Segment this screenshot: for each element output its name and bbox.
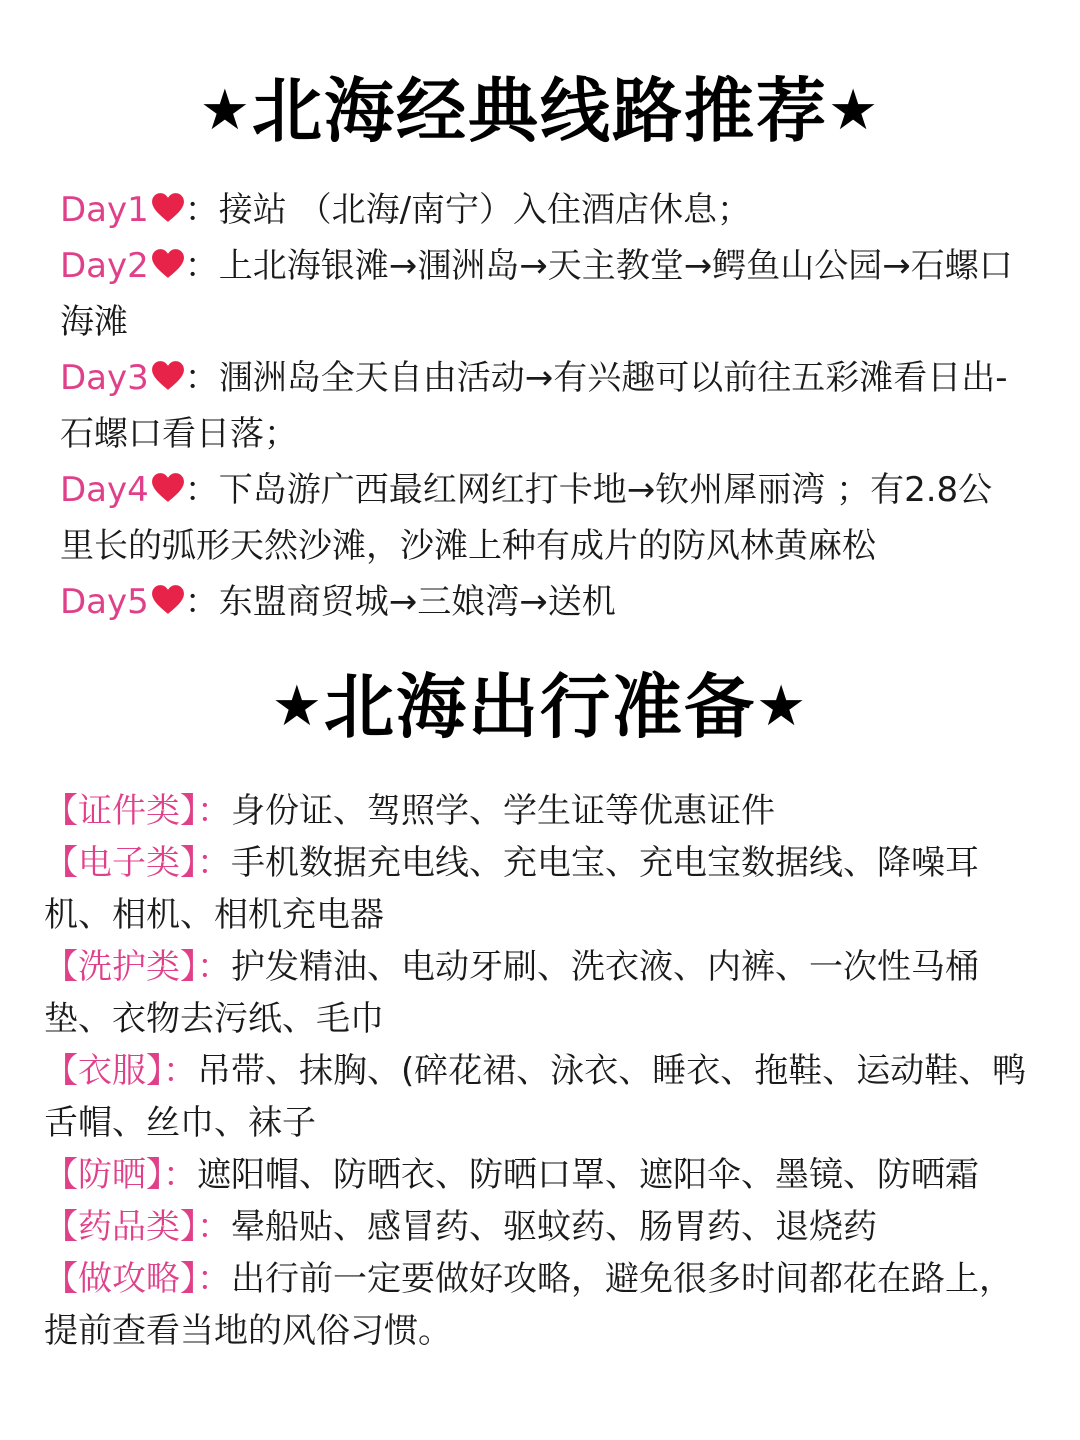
day-item [60, 574, 1020, 630]
star-icon: ★ [756, 674, 809, 739]
star-icon: ★ [199, 78, 252, 143]
prep-category: 【洗护类】： [44, 947, 231, 987]
heart-icon [151, 359, 185, 393]
heart-icon [151, 191, 185, 225]
prep-item [44, 1045, 1034, 1149]
day-item [60, 182, 1020, 238]
heart-icon [151, 471, 185, 505]
star-icon: ★ [828, 78, 881, 143]
prep-category: 【电子类】： [44, 843, 231, 883]
prep-item [44, 837, 1034, 941]
day-label: Day2 [60, 246, 149, 286]
prep-text: 出行前一定要做好攻略，避免很多时间都花在路上，提前查看当地的风俗习惯。 [44, 1259, 1013, 1351]
prep-title [0, 662, 1080, 752]
day-item [60, 350, 1020, 462]
prep-category: 【衣服】： [44, 1051, 197, 1091]
day-label: Day4 [60, 470, 149, 510]
prep-text: 吊带、抹胸、(碎花裙、泳衣、睡衣、拖鞋、运动鞋、鸭舌帽、丝巾、袜子 [44, 1051, 1027, 1143]
prep-category: 【做攻略】： [44, 1259, 231, 1299]
heart-icon [151, 247, 185, 281]
prep-category: 【防晒】： [44, 1155, 197, 1195]
star-icon: ★ [271, 674, 324, 739]
prep-item [44, 785, 1034, 837]
prep-text: 身份证、驾照学、学生证等优惠证件 [231, 791, 775, 831]
day-text: 上北海银滩→涠洲岛→天主教堂→鳄鱼山公园→石螺口海滩 [60, 246, 1013, 342]
prep-title-text: 北海出行准备 [324, 666, 756, 748]
prep-category: 【药品类】： [44, 1207, 231, 1247]
prep-text: 护发精油、电动牙刷、洗衣液、内裤、一次性马桶垫、衣物去污纸、毛巾 [44, 947, 979, 1039]
day-label: Day5 [60, 582, 149, 622]
day-item [60, 238, 1020, 350]
day-label: Day1 [60, 190, 149, 230]
day-separator: ： [184, 246, 219, 286]
day-text: 涠洲岛全天自由活动→有兴趣可以前往五彩滩看日出-石螺口看日落； [60, 358, 1008, 454]
prep-list [44, 785, 1034, 1357]
prep-item [44, 1253, 1034, 1357]
day-item [60, 462, 1020, 574]
prep-text: 手机数据充电线、充电宝、充电宝数据线、降噪耳机、相机、相机充电器 [44, 843, 979, 935]
day-text: 接站 （北海/南宁）入住酒店休息； [218, 190, 752, 230]
day-separator: ： [184, 582, 219, 622]
day-label: Day3 [60, 358, 149, 398]
route-list [60, 182, 1020, 630]
heart-icon [151, 583, 185, 617]
prep-item [44, 1201, 1034, 1253]
day-separator: ： [184, 358, 219, 398]
prep-category: 【证件类】： [44, 791, 231, 831]
prep-text: 遮阳帽、防晒衣、防晒口罩、遮阳伞、墨镜、防晒霜 [197, 1155, 979, 1195]
prep-item [44, 1149, 1034, 1201]
day-separator: ： [184, 470, 219, 510]
day-text: 下岛游广西最红网红打卡地→钦州犀丽湾 ；有2.8公里长的弧形天然沙滩，沙滩上种有成片的防风林黄麻松 [60, 470, 993, 566]
route-title-text: 北海经典线路推荐 [252, 70, 828, 152]
day-text: 东盟商贸城→三娘湾→送机 [218, 582, 616, 622]
prep-item [44, 941, 1034, 1045]
route-title [0, 66, 1080, 156]
day-separator: ： [184, 190, 219, 230]
prep-text: 晕船贴、感冒药、驱蚊药、肠胃药、退烧药 [231, 1207, 877, 1247]
